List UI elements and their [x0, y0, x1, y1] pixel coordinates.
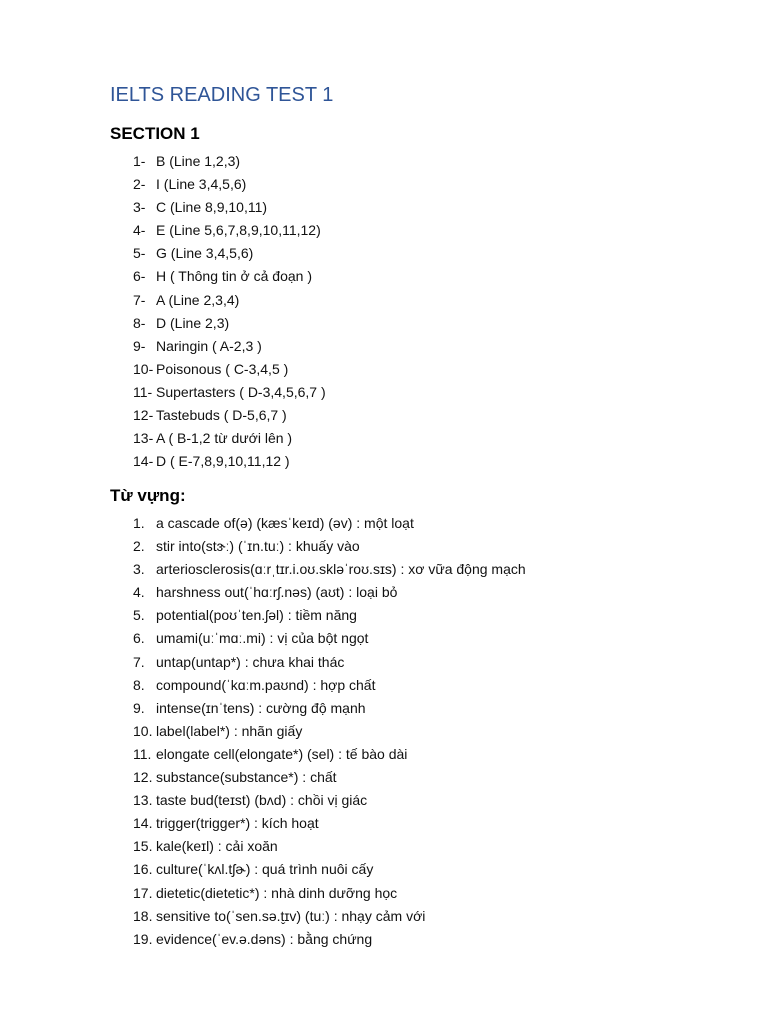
answer-item	[133, 289, 326, 312]
vocab-item	[133, 674, 526, 697]
item-number: 9.	[133, 699, 145, 716]
vocab-item	[133, 812, 526, 835]
answer-item	[133, 150, 326, 173]
item-text: umami(uːˈmɑː.mi) : vị của bột ngọt	[156, 630, 369, 647]
item-number: 17.	[133, 884, 153, 901]
vocab-title: Từ vựng:	[110, 486, 186, 505]
item-number: 18.	[133, 907, 153, 924]
item-text: A (Line 2,3,4)	[156, 291, 240, 308]
item-text: Tastebuds ( D-5,6,7 )	[156, 407, 287, 424]
item-text: harshness out(ˈhɑːrʃ.nəs) (aʊt) : loại bỏ	[156, 584, 398, 601]
item-number: 1-	[133, 153, 146, 169]
vocab-item	[133, 743, 526, 766]
vocab-item	[133, 651, 526, 674]
item-text: label(label*) : nhãn giấy	[156, 722, 303, 739]
vocab-item	[133, 905, 526, 928]
item-number: 3-	[133, 199, 146, 216]
vocab-item	[133, 604, 526, 627]
answer-list	[133, 150, 326, 473]
item-text: I (Line 3,4,5,6)	[156, 176, 247, 193]
answer-item	[133, 242, 326, 265]
item-text: A ( B-1,2 từ dưới lên )	[156, 430, 293, 447]
item-text: Supertasters ( D-3,4,5,6,7 )	[156, 383, 326, 400]
item-number: 2.	[133, 538, 145, 555]
item-number: 14.	[133, 815, 153, 832]
vocab-item	[133, 581, 526, 604]
item-text: substance(substance*) : chất	[156, 769, 337, 786]
item-number: 9-	[133, 337, 146, 354]
item-text: kale(keɪl) : cải xoăn	[156, 838, 278, 855]
item-text: a cascade of(ə) (kæsˈkeɪd) (əv) : một loạt	[156, 515, 414, 531]
item-text: evidence(ˈev.ə.dəns) : bằng chứng	[156, 930, 373, 947]
item-number: 15.	[133, 838, 153, 855]
answer-item	[133, 358, 326, 381]
item-number: 5-	[133, 245, 146, 262]
vocab-item	[133, 789, 526, 812]
item-number: 14-	[133, 453, 154, 470]
vocab-item	[133, 627, 526, 650]
item-number: 13.	[133, 792, 153, 809]
item-text: intense(ɪnˈtens) : cường độ mạnh	[156, 699, 366, 716]
item-text: G (Line 3,4,5,6)	[156, 245, 254, 262]
vocab-item	[133, 858, 526, 881]
answer-item	[133, 312, 326, 335]
answer-item	[133, 404, 326, 427]
item-number: 8.	[133, 676, 145, 693]
item-number: 6.	[133, 630, 145, 647]
item-number: 5.	[133, 607, 145, 624]
answer-item	[133, 427, 326, 450]
item-number: 10-	[133, 360, 154, 377]
item-text: B (Line 1,2,3)	[156, 153, 241, 169]
item-number: 6-	[133, 268, 146, 285]
item-number: 12-	[133, 407, 154, 424]
item-text: potential(poʊˈten.ʃəl) : tiềm năng	[156, 607, 357, 624]
vocab-item	[133, 535, 526, 558]
item-text: Poisonous ( C-3,4,5 )	[156, 360, 289, 377]
vocab-item	[133, 928, 526, 951]
item-text: untap(untap*) : chưa khai thác	[156, 653, 345, 670]
item-number: 4-	[133, 222, 146, 239]
item-number: 8-	[133, 314, 146, 331]
vocab-item	[133, 766, 526, 789]
answer-item	[133, 335, 326, 358]
vocab-item	[133, 558, 526, 581]
item-text: sensitive to(ˈsen.sə.t̬ɪv) (tuː) : nhạy cảm với	[156, 907, 426, 924]
item-number: 11-	[133, 383, 153, 400]
item-number: 19.	[133, 930, 153, 947]
vocab-item	[133, 697, 526, 720]
item-text: D (Line 2,3)	[156, 314, 230, 331]
answer-item	[133, 196, 326, 219]
item-number: 4.	[133, 584, 145, 601]
item-number: 10.	[133, 722, 153, 739]
item-text: elongate cell(elongate*) (sel) : tế bào dài	[156, 745, 408, 762]
item-text: C (Line 8,9,10,11)	[156, 199, 268, 216]
vocab-item	[133, 512, 526, 535]
item-text: stir into(stɝː) (ˈɪn.tuː) : khuấy vào	[156, 538, 360, 555]
item-number: 11.	[133, 745, 152, 762]
item-number: 7-	[133, 291, 146, 308]
item-text: dietetic(dietetic*) : nhà dinh dưỡng học	[156, 884, 398, 901]
page-title: IELTS READING TEST 1	[110, 84, 334, 106]
item-number: 13-	[133, 430, 154, 447]
item-text: Naringin ( A-2,3 )	[156, 337, 262, 354]
item-text: E (Line 5,6,7,8,9,10,11,12)	[156, 222, 321, 239]
vocab-item	[133, 882, 526, 905]
answer-item	[133, 381, 326, 404]
item-number: 1.	[133, 515, 145, 531]
item-text: arteriosclerosis(ɑːrˌtɪr.i.oʊ.skləˈroʊ.sɪs) : xơ vữa động mạch	[156, 561, 526, 578]
item-number: 7.	[133, 653, 145, 670]
answer-item	[133, 219, 326, 242]
section-title: SECTION 1	[110, 124, 200, 143]
answer-item	[133, 265, 326, 288]
item-text: taste bud(teɪst) (bʌd) : chồi vị giác	[156, 792, 368, 809]
answer-item	[133, 450, 326, 473]
item-number: 12.	[133, 769, 153, 786]
vocab-item	[133, 720, 526, 743]
vocab-list	[133, 512, 526, 951]
answer-item	[133, 173, 326, 196]
item-number: 16.	[133, 861, 153, 878]
item-text: D ( E-7,8,9,10,11,12 )	[156, 453, 290, 470]
item-text: compound(ˈkɑːm.paʊnd) : hợp chất	[156, 676, 376, 693]
item-number: 3.	[133, 561, 145, 578]
item-text: trigger(trigger*) : kích hoạt	[156, 815, 319, 832]
item-number: 2-	[133, 176, 146, 193]
item-text: culture(ˈkʌl.tʃɚ) : quá trình nuôi cấy	[156, 861, 374, 878]
item-text: H ( Thông tin ở cả đoạn )	[156, 268, 313, 285]
vocab-item	[133, 835, 526, 858]
